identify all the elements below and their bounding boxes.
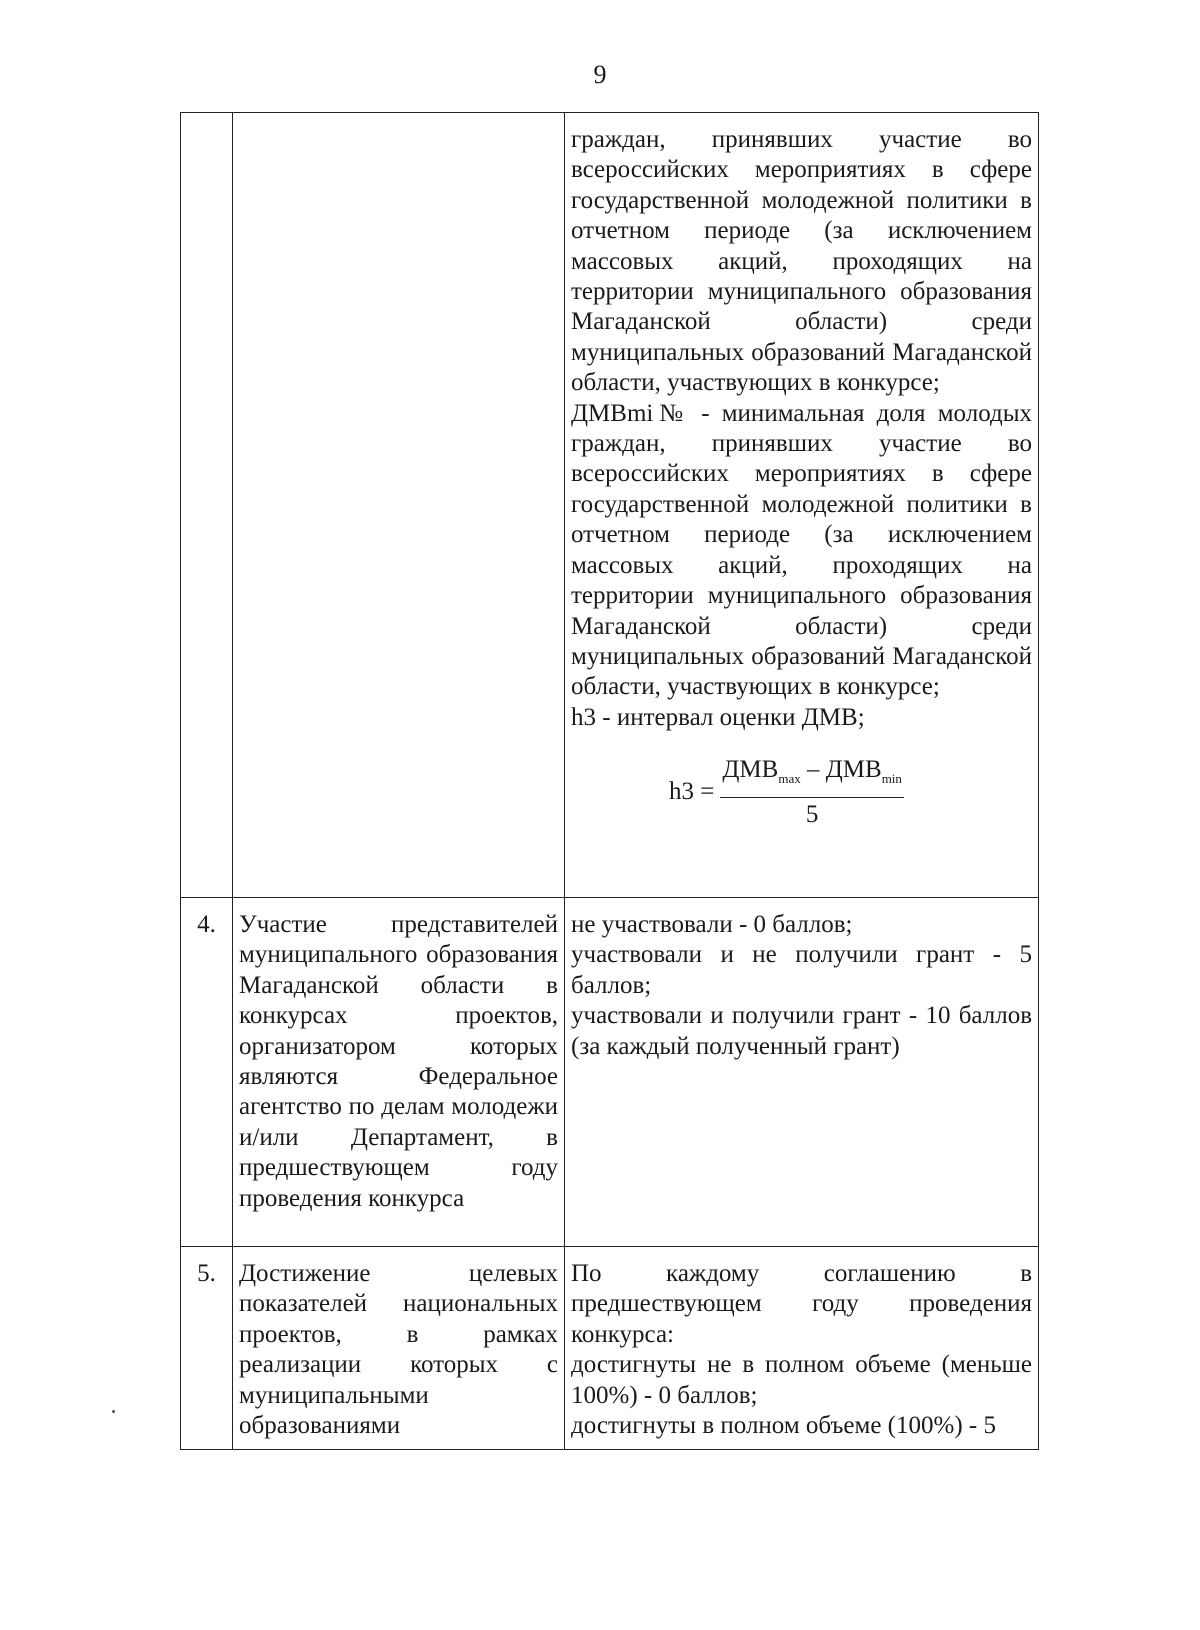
- formula-sub-min: min: [881, 771, 902, 787]
- row-number-cell: [181, 113, 233, 898]
- page-number: 9: [593, 60, 607, 89]
- scores-cell: [565, 113, 1039, 898]
- scan-speck: [112, 1410, 115, 1413]
- formula-minus: –: [800, 756, 826, 784]
- score-line: не участвовали - 0 баллов;: [571, 911, 853, 938]
- formula-numerator: [720, 755, 904, 797]
- formula-term-max: ДМВ: [722, 756, 779, 784]
- criterion-text: Участие представителей муниципального образования Магаданской области в конкурсах проектов, организатором которых являются Федеральное агентство по делам молодежи и/или Департамент, в предшествующем году проведения конкурса: [239, 911, 558, 1212]
- formula-sub-max: max: [778, 771, 801, 787]
- criterion-text: Достижение целевых показателей национальных проектов, в рамках реализации которых с муниципальными образованиями: [239, 1260, 558, 1440]
- table-row: [181, 1247, 1039, 1450]
- row-number-cell: 4.: [181, 898, 233, 1247]
- formula-fraction: [720, 755, 904, 830]
- score-paragraph: граждан, принявших участие во всероссийских мероприятиях в сфере государственной молодежной политики в отчетном периоде (за исключением массовых акций, проходящих на территории муниципального образования Магаданской области) среди муниципальных образований Магаданской области, участвующих в конкурсе;: [571, 126, 1032, 397]
- criterion-cell: [233, 1247, 565, 1450]
- score-paragraph: h3 - интервал оценки ДМВ;: [571, 703, 865, 731]
- formula-term-min: ДМВ: [825, 756, 882, 784]
- score-line: По каждому соглашению в предшествующем году проведения конкурса:: [571, 1260, 1032, 1348]
- formula-denominator: 5: [805, 800, 819, 828]
- criteria-table: [180, 112, 1039, 1450]
- table-row: [181, 898, 1039, 1247]
- score-line: достигнуты в полном объеме (100%) - 5: [571, 1412, 996, 1440]
- interval-formula: [669, 755, 1032, 830]
- criterion-cell: [233, 898, 565, 1247]
- row-number-cell: 5.: [181, 1247, 233, 1450]
- table-row: [181, 113, 1039, 898]
- criterion-cell: [233, 113, 565, 898]
- score-paragraph: ДМВmi№ - минимальная доля молодых граждан, принявших участие во всероссийских мероприятиях в сфере государственной молодежной политики в отчетном периоде (за исключением массовых акций, проходящих на территории муниципального образования Магаданской области) среди муниципальных образований Магаданской области, участвующих в конкурсе;: [571, 399, 1032, 701]
- score-line: участвовали и получили грант - 10 баллов (за каждый полученный грант): [571, 1002, 1032, 1060]
- scores-cell: [565, 898, 1039, 1247]
- score-line: достигнуты не в полном объеме (меньше 100%) - 0 баллов;: [571, 1351, 1032, 1409]
- score-line: участвовали и не получили грант - 5 баллов;: [571, 941, 1032, 999]
- formula-lhs: h3 =: [669, 778, 715, 806]
- scores-cell: [565, 1247, 1039, 1450]
